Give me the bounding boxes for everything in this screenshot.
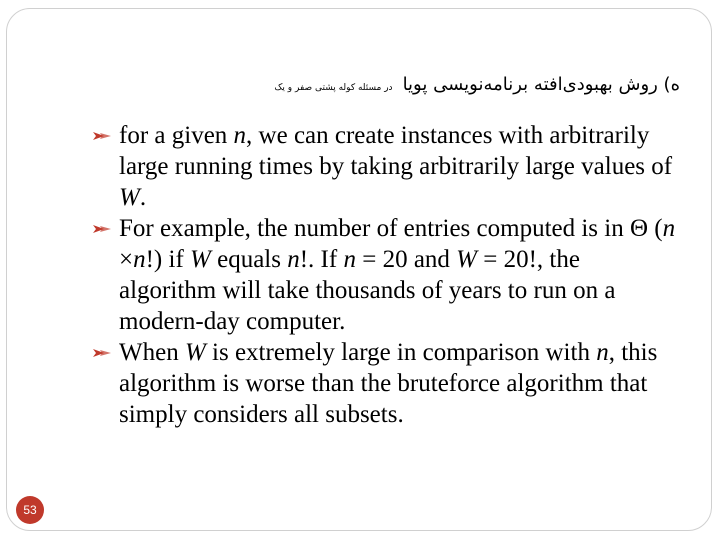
text-segment: = 20 and <box>355 246 457 273</box>
italic-variable: W <box>190 246 211 273</box>
bullet-item <box>102 213 682 337</box>
italic-variable: n <box>287 246 300 273</box>
italic-variable: n <box>233 122 247 149</box>
title-subtitle: در مسئله کوله پشتی صفر و یک <box>274 83 393 93</box>
bullet-item <box>102 337 682 430</box>
slide-title <box>274 74 680 95</box>
italic-variable: n <box>343 246 356 273</box>
arrow-bullet-icon <box>92 347 112 359</box>
italic-variable: n <box>596 339 609 366</box>
text-segment: , this algorithm is worse than the bruteforce algorithm that simply considers all subsets. <box>119 339 658 428</box>
bullet-item <box>102 120 682 213</box>
arrow-bullet-icon <box>92 223 112 235</box>
italic-variable: n <box>662 215 676 242</box>
bullet-list <box>102 120 682 430</box>
text-segment: !. If <box>299 246 344 273</box>
title-main: ه) روش بهبودی‌افته برنامه‌نویسی پویا <box>402 74 680 95</box>
text-segment: × <box>119 246 134 273</box>
text-segment: !) if <box>145 246 191 273</box>
text-segment: , we can create instances with arbitrarily large running times by taking arbitrarily large values of <box>119 122 673 180</box>
text-segment: for a given <box>119 122 234 149</box>
text-segment: is extremely large in comparison with <box>205 339 597 366</box>
italic-variable: W <box>119 184 140 211</box>
italic-variable: W <box>184 339 206 366</box>
text-segment: When <box>119 339 185 366</box>
page-number-badge: 53 <box>16 496 44 524</box>
text-segment: . <box>139 184 147 211</box>
text-segment: For example, the number of entries computed is in Θ ( <box>119 215 663 242</box>
italic-variable: n <box>133 246 146 273</box>
italic-variable: W <box>456 246 477 273</box>
arrow-bullet-icon <box>92 130 112 142</box>
bullet-text <box>119 339 657 428</box>
bullet-text <box>119 122 672 211</box>
bullet-text <box>119 215 675 335</box>
text-segment: equals <box>210 246 288 273</box>
text-segment: = 20!, the algorithm will take thousands of years to run on a modern-day computer. <box>119 246 616 335</box>
